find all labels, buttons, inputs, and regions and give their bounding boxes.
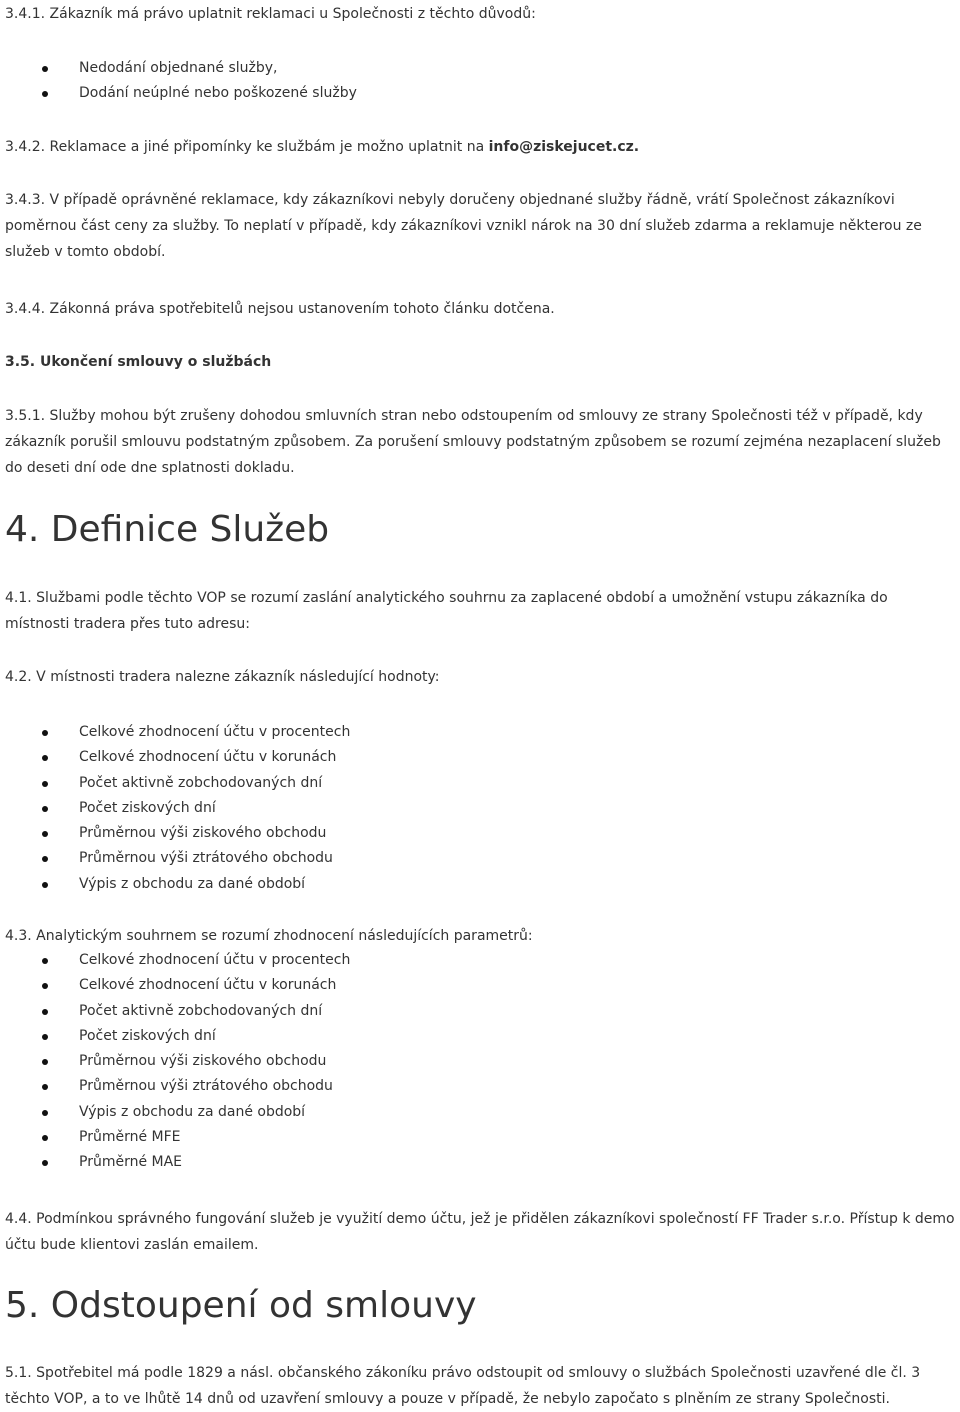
heading-3-5: 3.5. Ukončení smlouvy o službách [5, 354, 272, 370]
para-3-4-2: 3.4.2. Reklamace a jiné připomínky ke službám je možno uplatnit na info@ziskejucet.cz. [5, 139, 640, 155]
list-item: Počet aktivně zobchodovaných dní [5, 999, 350, 1024]
list-item: Průměrnou výši ztrátového obchodu [5, 1074, 350, 1099]
list-item: Celkové zhodnocení účtu v korunách [5, 973, 350, 998]
bullet-icon [42, 1084, 48, 1090]
para-3-4-1: 3.4.1. Zákazník má právo uplatnit reklamaci u Společnosti z těchto důvodů: [5, 6, 536, 22]
bullet-icon [42, 806, 48, 812]
para-4-2: 4.2. V místnosti tradera nalezne zákazník následující hodnoty: [5, 669, 440, 685]
list-item: Počet ziskových dní [5, 1024, 350, 1049]
heading-5: 5. Odstoupení od smlouvy [5, 1285, 477, 1326]
bullet-icon [42, 983, 48, 989]
para-5-1: 5.1. Spotřebitel má podle 1829 a násl. občanského zákoníku právo odstoupit od smlouvy o službách Společnosti uzavřené dle čl. 3 těchto VOP, a to ve lhůtě 14 dnů od uzavření smlouvy a pouze v případě, že nebylo započato s plněním ze strany Společnosti. [5, 1365, 921, 1407]
bullet-icon [42, 856, 48, 862]
list-item: Průměrné MAE [5, 1150, 350, 1175]
email-link[interactable]: info@ziskejucet.cz. [488, 139, 640, 155]
list-item: Celkové zhodnocení účtu v korunách [5, 745, 350, 770]
bullet-icon [42, 1034, 48, 1040]
bullet-icon [42, 831, 48, 837]
list-item: Počet ziskových dní [5, 796, 350, 821]
para-4-3: 4.3. Analytickým souhrnem se rozumí zhodnocení následujících parametrů: [5, 928, 533, 944]
bullet-icon [42, 91, 48, 97]
list-item: Průměrné MFE [5, 1125, 350, 1150]
list-item: Dodání neúplné nebo poškozené služby [5, 81, 357, 106]
list-item: Nedodání objednané služby, [5, 56, 357, 81]
para-3-4-3: 3.4.3. V případě oprávněné reklamace, kdy zákazníkovi nebyly doručeny objednané služby řádně, vrátí Společnost zákazníkovi poměrnou část ceny za služby. To neplatí v případě, kdy zákazníkovi vznikl nárok na 30 dní služeb zdarma a reklamuje některou ze služeb v tomto období. [5, 192, 922, 260]
bullet-icon [42, 781, 48, 787]
list-3-4-1 [5, 56, 357, 107]
list-item: Počet aktivně zobchodovaných dní [5, 771, 350, 796]
bullet-icon [42, 730, 48, 736]
bullet-icon [42, 1059, 48, 1065]
para-3-5-1: 3.5.1. Služby mohou být zrušeny dohodou smluvních stran nebo odstoupením od smlouvy ze strany Společnosti též v případě, kdy zákazník porušil smlouvu podstatným způsobem. Za porušení smlouvy podstatným způsobem se rozumí zejména nezaplacení služeb do deseti dní ode dne splatnosti dokladu. [5, 408, 941, 476]
para-4-1: 4.1. Službami podle těchto VOP se rozumí zaslání analytického souhrnu za zaplacené období a umožnění vstupu zákazníka do místnosti tradera přes tuto adresu: [5, 590, 888, 632]
bullet-icon [42, 1160, 48, 1166]
list-item: Celkové zhodnocení účtu v procentech [5, 720, 350, 745]
bullet-icon [42, 66, 48, 72]
bullet-icon [42, 958, 48, 964]
list-4-2 [5, 720, 350, 897]
heading-4: 4. Definice Služeb [5, 509, 330, 550]
list-item: Průměrnou výši ziskového obchodu [5, 821, 350, 846]
bullet-icon [42, 755, 48, 761]
list-item: Průměrnou výši ztrátového obchodu [5, 846, 350, 871]
para-4-4: 4.4. Podmínkou správného fungování služeb je využití demo účtu, jež je přidělen zákazníkovi společností FF Trader s.r.o. Přístup k demo účtu bude klientovi zaslán emailem. [5, 1211, 955, 1253]
list-4-3 [5, 948, 350, 1176]
list-item: Průměrnou výši ziskového obchodu [5, 1049, 350, 1074]
list-item: Výpis z obchodu za dané období [5, 872, 350, 897]
bullet-icon [42, 882, 48, 888]
bullet-icon [42, 1009, 48, 1015]
bullet-icon [42, 1110, 48, 1116]
list-item: Výpis z obchodu za dané období [5, 1100, 350, 1125]
bullet-icon [42, 1135, 48, 1141]
para-3-4-4: 3.4.4. Zákonná práva spotřebitelů nejsou ustanovením tohoto článku dotčena. [5, 301, 555, 317]
list-item: Celkové zhodnocení účtu v procentech [5, 948, 350, 973]
